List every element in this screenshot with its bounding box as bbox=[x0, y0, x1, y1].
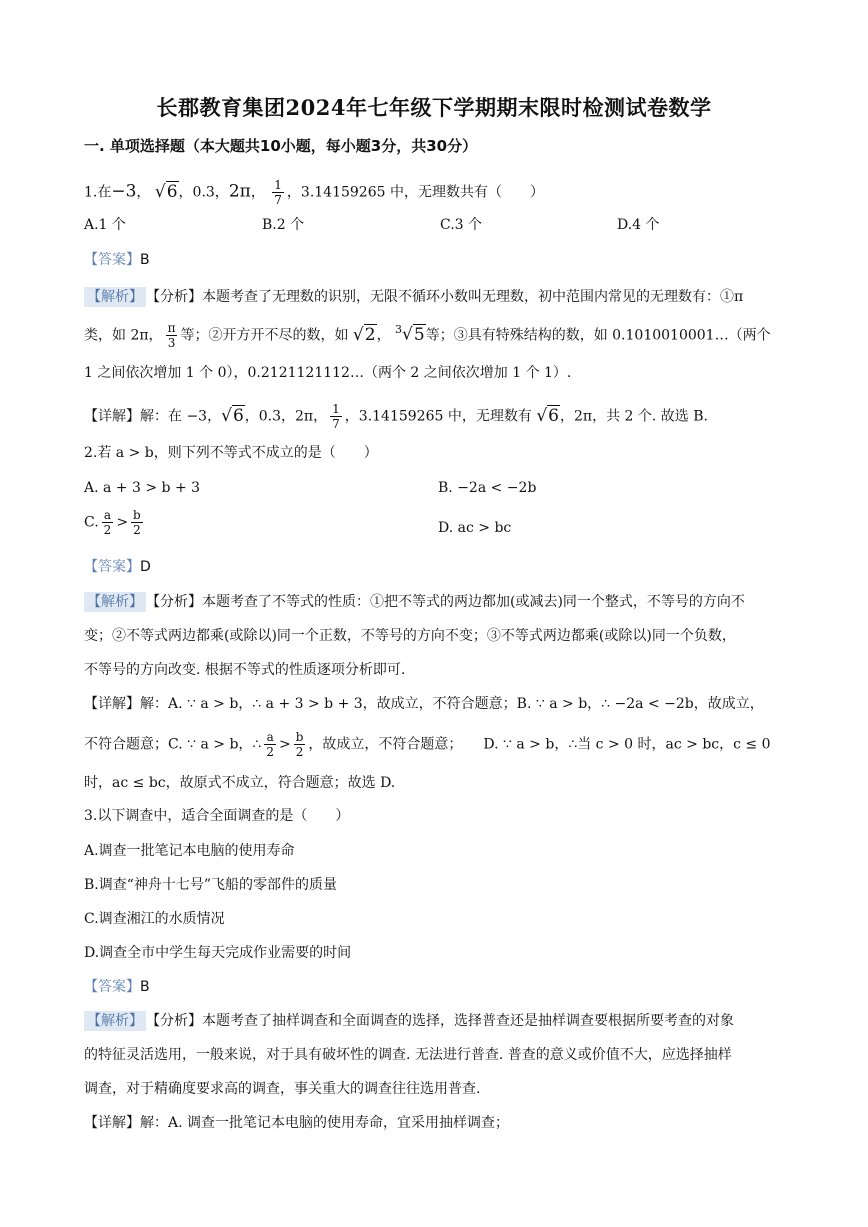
q1-answer-tag: 【答案】 bbox=[84, 252, 140, 268]
q1-analysis-frac bbox=[166, 321, 178, 350]
q1-analysis-text1: 【分析】本题考查了无理数的识别，无限不循环小数叫无理数，初中范围内常见的无理数有：①π bbox=[146, 289, 744, 305]
q3-answer-line bbox=[84, 977, 150, 997]
q2-detail-line2 bbox=[84, 730, 771, 759]
q2-detail-frac2-num: b bbox=[295, 730, 304, 744]
q1-detail-d: ，2π，共 2 个. 故选 B. bbox=[559, 408, 708, 425]
q2-option-b[interactable]: B. −2a < −2b bbox=[438, 480, 537, 496]
q3-analysis-line1 bbox=[84, 1011, 734, 1031]
q2-option-c-frac1 bbox=[102, 508, 114, 537]
q1-analysis-frac-den: 3 bbox=[167, 336, 176, 351]
q1-analysis-line2 bbox=[84, 320, 771, 350]
q1-analysis-cbrt5: $^3$√5 bbox=[395, 323, 425, 345]
q2-analysis-line3: 不等号的方向改变. 根据不等式的性质逐项分析即可. bbox=[84, 662, 406, 678]
q1-analysis-frac-num: π bbox=[167, 321, 176, 336]
q2-option-a[interactable]: A. a + 3 > b + 3 bbox=[84, 480, 201, 496]
q1-analysis-tag: 【解析】 bbox=[84, 287, 146, 307]
q2-answer: D bbox=[140, 559, 151, 575]
q3-analysis-line3: 调查，对于精确度要求高的调查，事关重大的调查往往选用普查. bbox=[84, 1081, 481, 1097]
q3-analysis-tag: 【解析】 bbox=[84, 1011, 146, 1031]
page-title: 长郡教育集团2024年七年级下学期期末限时检测试卷数学 bbox=[156, 95, 712, 120]
q1-detail-frac-den: 7 bbox=[332, 417, 340, 431]
q1-num-2pi: 2π bbox=[228, 181, 251, 202]
q3-detail-line1: 【详解】解：A. 调查一批笔记本电脑的使用寿命，宜采用抽样调查； bbox=[84, 1115, 510, 1131]
q1-detail-sqrt6: √6 bbox=[221, 405, 244, 426]
q1-sqrt6-body: 6 bbox=[166, 181, 178, 202]
q2-analysis-tag: 【解析】 bbox=[84, 592, 146, 612]
q3-option-d[interactable]: D.调查全市中学生每天完成作业需要的时间 bbox=[84, 945, 352, 961]
q2-option-c[interactable] bbox=[84, 508, 146, 537]
q2-option-c-gt: > bbox=[116, 514, 129, 531]
q1-detail-b: ，0.3，2π， bbox=[244, 408, 328, 425]
q1-analysis-cbrt-index: 3 bbox=[395, 323, 403, 336]
q1-frac-1-7 bbox=[272, 178, 284, 207]
q1-analysis-2c: ， bbox=[376, 327, 391, 344]
q3-analysis-line2: 的特征灵活选用，一般来说，对于具有破坏性的调查. 无法进行普查. 普查的意义或价值不大，应选择抽样 bbox=[84, 1047, 732, 1063]
q2-detail-frac1-den: 2 bbox=[266, 745, 274, 759]
q1-detail-sqrt6b-body: 6 bbox=[548, 405, 559, 426]
q1-analysis-2a: 类，如 2π， bbox=[84, 327, 163, 344]
q1-detail-frac-num: 1 bbox=[332, 402, 340, 416]
q1-stem bbox=[84, 178, 544, 207]
q3-option-b[interactable]: B.调查“神舟十七号”飞船的零部件的质量 bbox=[84, 877, 338, 893]
q2-stem: 2.若 a > b，则下列不等式不成立的是（ ） bbox=[84, 445, 378, 461]
q2-c-frac2-num: b bbox=[133, 508, 141, 522]
q1-analysis-2d: 等；③具有特殊结构的数，如 0.1010010001…（两个 bbox=[425, 327, 771, 344]
q1-analysis-sqrt2-body: 2 bbox=[364, 324, 376, 345]
q1-detail-c: ，3.14159265 中，无理数有 bbox=[344, 408, 532, 425]
q1-num-neg3: −3 bbox=[111, 181, 137, 202]
q1-frac-den: 7 bbox=[274, 193, 282, 207]
q1-answer-line bbox=[84, 250, 150, 270]
q3-stem: 3.以下调查中，适合全面调查的是（ ） bbox=[84, 808, 350, 824]
q2-detail-frac1-num: a bbox=[264, 730, 276, 745]
q2-detail-2b: ，故成立，不符合题意； D. ∵ a > b，∴当 c > 0 时，ac > bc，c ≤ 0 bbox=[308, 736, 771, 753]
q2-c-frac1-den: 2 bbox=[103, 523, 112, 537]
q1-option-c[interactable]: C.3 个 bbox=[440, 217, 483, 233]
q1-sqrt6: √6 bbox=[154, 181, 178, 202]
q2-c-frac2-den: 2 bbox=[133, 523, 141, 537]
q2-detail-line3: 时，ac ≤ bc，故原式不成立，符合题意；故选 D. bbox=[84, 775, 396, 791]
q1-detail-a: 【详解】解：在 −3， bbox=[84, 408, 222, 425]
q1-option-d[interactable]: D.4 个 bbox=[617, 217, 660, 233]
q2-analysis-line2: 变；②不等式两边都乘(或除以)同一个正数，不等号的方向不变；③不等式两边都乘(或除以)同一个负数， bbox=[84, 628, 736, 644]
section-heading: 一. 单项选择题（本大题共10小题，每小题3分，共30分） bbox=[84, 137, 478, 155]
q1-detail-sqrt6b: √6 bbox=[536, 405, 559, 426]
q2-analysis-text1: 【分析】本题考查了不等式的性质：①把不等式的两边都加(或减去)同一个整式，不等号的方向不 bbox=[146, 594, 745, 610]
q2-detail-gt: > bbox=[278, 736, 291, 753]
q2-answer-line bbox=[84, 557, 151, 577]
q3-analysis-text1: 【分析】本题考查了抽样调查和全面调查的选择，选择普查还是抽样调查要根据所要考查的对象 bbox=[146, 1013, 734, 1029]
q3-option-c[interactable]: C.调查湘江的水质情况 bbox=[84, 911, 225, 927]
q3-answer: B bbox=[140, 979, 150, 995]
q1-stem-suffix: ，3.14159265 中，无理数共有（ ） bbox=[286, 184, 544, 201]
q1-sep2: ， bbox=[250, 184, 265, 201]
q1-option-b[interactable]: B.2 个 bbox=[262, 217, 305, 233]
q3-option-a[interactable]: A.调查一批笔记本电脑的使用寿命 bbox=[84, 843, 295, 859]
q2-c-frac1-num: a bbox=[102, 508, 114, 523]
q2-detail-frac2 bbox=[294, 730, 306, 759]
q1-option-a[interactable]: A.1 个 bbox=[84, 217, 126, 233]
q3-answer-tag: 【答案】 bbox=[84, 979, 140, 995]
q2-detail-line1: 【详解】解：A. ∵ a > b，∴ a + 3 > b + 3，故成立，不符合题意；B. ∵ a > b，∴ −2a < −2b，故成立， bbox=[84, 696, 764, 712]
q1-frac-num: 1 bbox=[274, 178, 282, 192]
q2-detail-frac2-den: 2 bbox=[295, 745, 304, 759]
q1-answer: B bbox=[140, 252, 150, 268]
q2-analysis-line1 bbox=[84, 592, 745, 612]
q2-option-d[interactable]: D. ac > bc bbox=[438, 520, 512, 536]
q1-detail-sqrt6-body: 6 bbox=[232, 405, 244, 426]
q1-analysis-cbrt5-body: 5 bbox=[413, 324, 425, 345]
q2-option-c-frac2 bbox=[131, 508, 143, 537]
q1-stem-prefix: 1.在 bbox=[84, 184, 112, 201]
q1-analysis-line3: 1 之间依次增加 1 个 0），0.2121121112…（两个 2 之间依次增加 1 个 1）. bbox=[84, 365, 572, 381]
q1-detail-frac bbox=[330, 402, 342, 431]
q1-analysis-line1 bbox=[84, 287, 743, 307]
q1-analysis-2b: 等；②开方开不尽的数，如 bbox=[180, 327, 349, 344]
q2-answer-tag: 【答案】 bbox=[84, 559, 140, 575]
q2-detail-2a: 不符合题意；C. ∵ a > b，∴ bbox=[84, 736, 262, 753]
q2-option-c-prefix: C. bbox=[84, 514, 99, 531]
q1-sep: ， bbox=[136, 184, 151, 201]
q1-num-03: ，0.3， bbox=[178, 184, 229, 201]
q1-analysis-sqrt2: √2 bbox=[352, 324, 376, 345]
q2-detail-frac1 bbox=[264, 730, 276, 759]
q1-detail-line bbox=[84, 402, 708, 431]
